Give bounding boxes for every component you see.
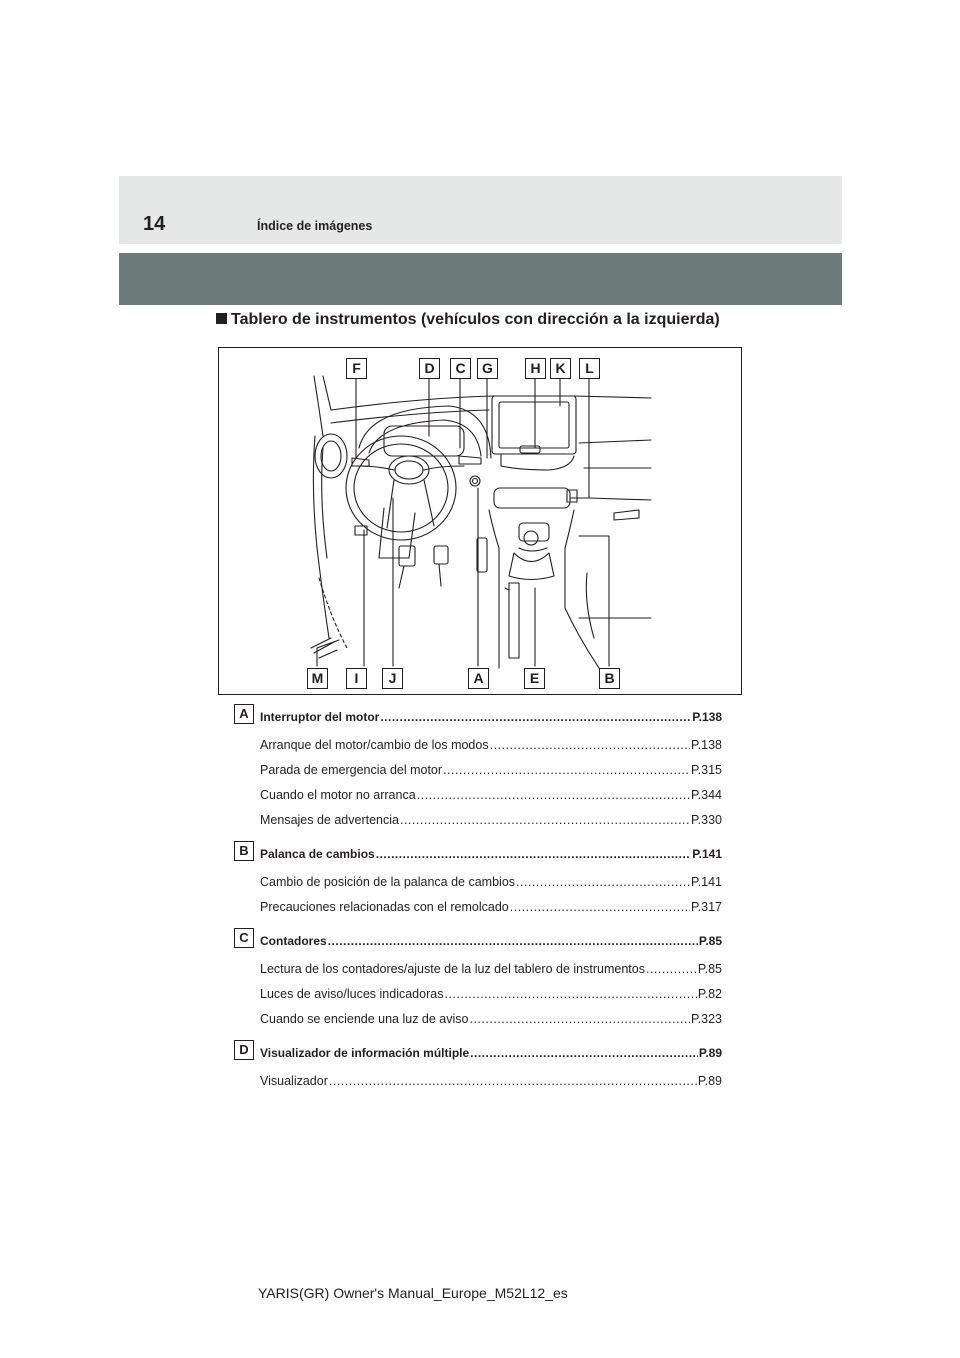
section-title: Índice de imágenes	[257, 219, 373, 233]
dark-band	[119, 253, 842, 305]
subitem-page: P.141	[690, 875, 722, 889]
subitem-text: Arranque del motor/cambio de los modos	[260, 738, 489, 752]
subitem-text: Parada de emergencia del motor	[260, 763, 443, 777]
subitem-page: P.82	[697, 987, 722, 1001]
dashboard-drawing	[219, 348, 741, 694]
subitem-text: Luces de aviso/luces indicadoras	[260, 987, 444, 1001]
entry-subitem-row[interactable]	[260, 763, 722, 779]
entry-title: Visualizador de información múltiple	[260, 1046, 470, 1060]
entry-main-row[interactable]	[260, 847, 722, 863]
subheading	[216, 311, 720, 329]
subitem-text: Cambio de posición de la palanca de cambios	[260, 875, 516, 889]
leader-dots	[646, 962, 697, 976]
subitem-page: P.344	[690, 788, 722, 802]
entry-subitem-row[interactable]	[260, 1012, 722, 1028]
entry-main-row[interactable]	[260, 1046, 722, 1062]
entry-main-row[interactable]	[260, 934, 722, 950]
entry-title: Palanca de cambios	[260, 847, 375, 861]
leader-dots	[516, 875, 690, 889]
callout-B: B	[599, 668, 620, 689]
subitem-page: P.323	[690, 1012, 722, 1026]
entry-page: P.89	[698, 1046, 722, 1060]
entry-subitem-row[interactable]	[260, 987, 722, 1003]
subitem-page: P.89	[697, 1074, 722, 1088]
callout-A: A	[468, 668, 489, 689]
subitem-page: P.85	[697, 962, 722, 976]
callout-C: C	[450, 358, 471, 379]
leader-dots	[376, 847, 691, 861]
entry-letter-B: B	[234, 841, 254, 861]
subitem-text: Lectura de los contadores/ajuste de la luz del tablero de instrumentos	[260, 962, 645, 976]
entry-subitem-row[interactable]	[260, 900, 722, 916]
entry-subitem-row[interactable]	[260, 788, 722, 804]
callout-M: M	[307, 668, 328, 689]
subitem-text: Visualizador	[260, 1074, 328, 1088]
entry-letter-A: A	[234, 704, 254, 724]
entry-title: Interruptor del motor	[260, 710, 380, 724]
entry-letter-C: C	[234, 928, 254, 948]
entry-subitem-row[interactable]	[260, 962, 722, 978]
subitem-page: P.315	[690, 763, 722, 777]
leader-dots	[328, 934, 698, 948]
callout-I: I	[346, 668, 367, 689]
entry-subitem-row[interactable]	[260, 875, 722, 891]
callout-K: K	[550, 358, 571, 379]
header-band	[119, 176, 842, 244]
entry-page: P.85	[698, 934, 722, 948]
subitem-page: P.330	[690, 813, 722, 827]
page-number: 14	[143, 213, 166, 235]
subitem-page: P.317	[690, 900, 722, 914]
callout-J: J	[382, 668, 403, 689]
subitem-text: Mensajes de advertencia	[260, 813, 399, 827]
leader-dots	[470, 1046, 698, 1060]
callout-H: H	[525, 358, 546, 379]
subitem-text: Cuando se enciende una luz de aviso	[260, 1012, 469, 1026]
leader-dots	[469, 1012, 689, 1026]
entry-subitem-row[interactable]	[260, 738, 722, 754]
callout-F: F	[346, 358, 367, 379]
subitem-text: Precauciones relacionadas con el remolcado	[260, 900, 509, 914]
leader-dots	[490, 738, 690, 752]
callout-E: E	[524, 668, 545, 689]
subheading-text: Tablero de instrumentos (vehículos con dirección a la izquierda)	[231, 311, 720, 328]
entry-page: P.141	[692, 847, 722, 861]
dashboard-illustration	[218, 347, 742, 695]
entry-main-row[interactable]	[260, 710, 722, 726]
leader-dots	[400, 813, 690, 827]
footer-manual-id: YARIS(GR) Owner's Manual_Europe_M52L12_es	[258, 1285, 568, 1301]
entry-subitem-row[interactable]	[260, 1074, 722, 1090]
leader-dots	[380, 710, 691, 724]
callout-G: G	[477, 358, 498, 379]
entry-title: Contadores	[260, 934, 327, 948]
leader-dots	[443, 763, 690, 777]
callout-L: L	[579, 358, 600, 379]
leader-dots	[510, 900, 690, 914]
leader-dots	[329, 1074, 697, 1088]
callout-D: D	[419, 358, 440, 379]
leader-dots	[444, 987, 696, 1001]
square-bullet-icon	[216, 313, 227, 324]
subitem-page: P.138	[690, 738, 722, 752]
subitem-text: Cuando el motor no arranca	[260, 788, 416, 802]
entry-subitem-row[interactable]	[260, 813, 722, 829]
entry-letter-D: D	[234, 1040, 254, 1060]
leader-dots	[417, 788, 690, 802]
entry-page: P.138	[692, 710, 722, 724]
